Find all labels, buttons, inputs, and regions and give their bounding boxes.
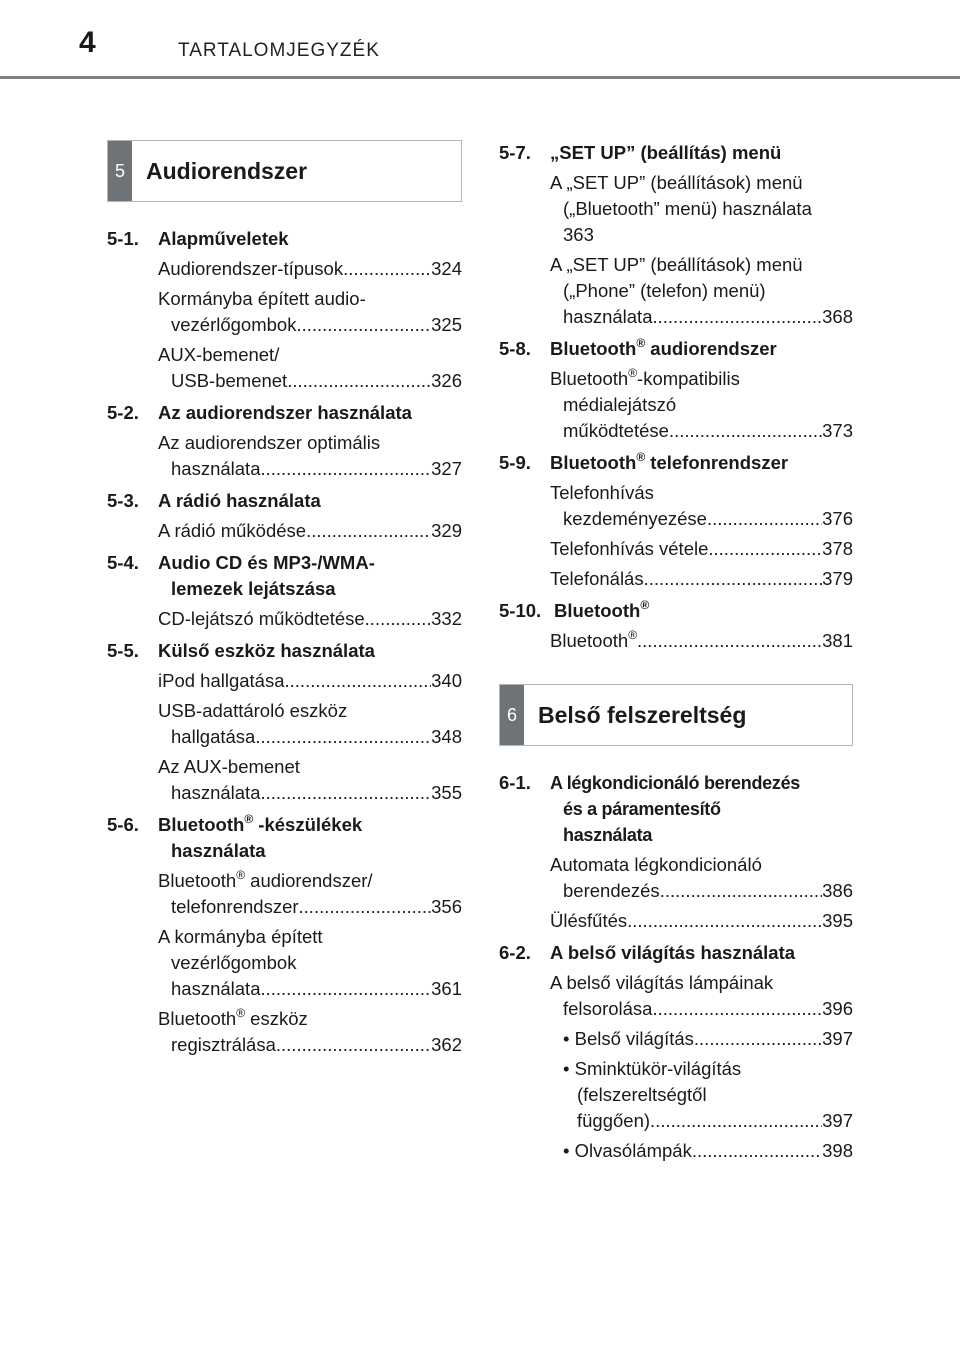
- toc-column-right: [499, 140, 853, 1164]
- entry-text: („Bluetooth” menü) használata: [563, 198, 812, 219]
- toc-entry[interactable]: [499, 480, 853, 532]
- chapter-title-line: lemezek lejátszása: [171, 578, 336, 599]
- leader-dots: [652, 304, 822, 330]
- section-header-5: [107, 140, 462, 202]
- entry-text: Az AUX-bemenet: [158, 756, 300, 777]
- toc-entry[interactable]: [107, 606, 462, 632]
- page-ref: 397: [822, 1110, 853, 1131]
- entry-text: hallgatása: [171, 726, 256, 747]
- toc-entry[interactable]: [107, 868, 462, 920]
- chapter-title: [550, 336, 853, 362]
- entry-text: berendezés: [563, 880, 660, 901]
- registered-mark: ®: [244, 812, 254, 826]
- chapter-number: 6-2.: [499, 942, 531, 963]
- entry-text: Bluetooth: [158, 1008, 237, 1029]
- entry-text: („Phone” (telefon) menü): [563, 280, 766, 301]
- chapter-5-1[interactable]: [107, 226, 462, 252]
- page-number: 4: [79, 26, 96, 59]
- leader-dots: [343, 256, 431, 282]
- entry-text: Bluetooth: [550, 368, 629, 389]
- chapter-title-text: Bluetooth: [554, 600, 641, 621]
- toc-entry[interactable]: [499, 252, 853, 330]
- toc-entry[interactable]: [499, 908, 853, 934]
- leader-dots: [365, 606, 431, 632]
- toc-entry[interactable]: [107, 668, 462, 694]
- chapter-5-5[interactable]: [107, 638, 462, 664]
- leader-dots: [306, 518, 431, 544]
- page-ref: 329: [431, 520, 462, 541]
- chapter-title: A belső világítás használata: [550, 942, 796, 963]
- chapter-5-2[interactable]: [107, 400, 462, 426]
- leader-dots: [627, 908, 822, 934]
- entry-text: • Belső világítás: [563, 1028, 694, 1049]
- leader-dots: [707, 506, 822, 532]
- toc-entry[interactable]: [499, 970, 853, 1022]
- registered-mark: ®: [640, 598, 650, 612]
- toc-entry[interactable]: [107, 518, 462, 544]
- chapter-title-line: használata: [171, 840, 266, 861]
- chapter-title-line: Audio CD és MP3-/WMA-: [158, 552, 375, 573]
- entry-text: [550, 628, 637, 654]
- entry-text: A rádió működése: [158, 520, 307, 541]
- chapter-title-text: audiorendszer: [645, 338, 777, 359]
- chapter-number: 5-2.: [107, 402, 139, 423]
- page-ref: 340: [431, 670, 462, 691]
- chapter-5-4[interactable]: [107, 550, 462, 602]
- leader-dots: [708, 536, 822, 562]
- chapter-title: [158, 550, 462, 602]
- entry-text: -kompatibilis: [637, 368, 740, 389]
- entry-text: audiorendszer/: [245, 870, 373, 891]
- toc-entry[interactable]: [499, 170, 853, 248]
- chapter-5-6[interactable]: [107, 812, 462, 864]
- entry-text: Ülésfűtés: [550, 910, 628, 931]
- chapter-number: 5-5.: [107, 640, 139, 661]
- page-ref: 386: [822, 880, 853, 901]
- page-ref: 325: [431, 314, 462, 335]
- entry-text: telefonrendszer: [171, 896, 299, 917]
- page-ref: 355: [431, 782, 462, 803]
- entry-text: Bluetooth: [158, 870, 237, 891]
- page-ref: 368: [822, 306, 853, 327]
- registered-mark: ®: [236, 868, 246, 882]
- page-ref: 397: [822, 1028, 853, 1049]
- toc-entry[interactable]: [499, 628, 853, 654]
- section-header-6: [499, 684, 853, 746]
- chapter-number: 5-7.: [499, 142, 531, 163]
- entry-text: eszköz: [245, 1008, 308, 1029]
- chapter-title-line: A légkondicionáló berendezés: [550, 773, 800, 793]
- section-title: Belső felszereltség: [538, 701, 747, 728]
- chapter-title: „SET UP” (beállítás) menü: [550, 142, 782, 163]
- page-title: TARTALOMJEGYZÉK: [178, 40, 380, 61]
- entry-text: (felszereltségtől: [577, 1084, 707, 1105]
- leader-dots: [637, 628, 822, 654]
- entry-text: A „SET UP” (beállítások) menü: [550, 254, 803, 275]
- toc-entry[interactable]: [107, 256, 462, 282]
- chapter-5-8[interactable]: [499, 336, 853, 362]
- toc-entry[interactable]: [499, 1138, 853, 1164]
- page-ref: 348: [431, 726, 462, 747]
- chapter-title: [554, 598, 853, 624]
- leader-dots: [694, 1026, 822, 1052]
- entry-text: médialejátszó: [563, 394, 677, 415]
- entry-text-part: Bluetooth: [550, 630, 629, 651]
- chapter-title: Alapműveletek: [158, 228, 289, 249]
- chapter-number: 5-10.: [499, 600, 542, 621]
- section-number: 6: [500, 685, 524, 745]
- chapter-title: [550, 450, 853, 476]
- chapter-number: 5-3.: [107, 490, 139, 511]
- page-ref: 362: [431, 1034, 462, 1055]
- page-ref: 363: [563, 224, 594, 245]
- chapter-number: 5-1.: [107, 228, 139, 249]
- entry-text: használata: [171, 978, 261, 999]
- toc-entry[interactable]: [499, 366, 853, 444]
- page-ref: 378: [822, 538, 853, 559]
- leader-dots: [260, 780, 431, 806]
- leader-dots: [260, 976, 431, 1002]
- leader-dots: [287, 368, 431, 394]
- chapter-title: Külső eszköz használata: [158, 640, 375, 661]
- chapter-title-text: Bluetooth: [550, 338, 637, 359]
- chapter-5-3[interactable]: [107, 488, 462, 514]
- toc-column-left: [107, 140, 462, 1058]
- entry-text: iPod hallgatása: [158, 670, 285, 691]
- entry-text: függően): [577, 1110, 651, 1131]
- entry-text: vezérlőgombok: [171, 314, 297, 335]
- toc-entry[interactable]: [107, 1006, 462, 1058]
- chapter-5-10[interactable]: [499, 598, 853, 624]
- leader-dots: [296, 312, 431, 338]
- chapter-title-line: és a páramentesítő: [563, 799, 721, 819]
- toc-entry[interactable]: [107, 286, 462, 338]
- entry-text: Automata légkondicionáló: [550, 854, 762, 875]
- page-ref: 395: [822, 910, 853, 931]
- page-ref: 326: [431, 370, 462, 391]
- chapter-number: 5-8.: [499, 338, 531, 359]
- header-divider: [0, 76, 960, 79]
- leader-dots: [644, 566, 823, 592]
- chapter-number: 6-1.: [499, 772, 531, 793]
- entry-text: CD-lejátszó működtetése: [158, 608, 365, 629]
- chapter-title: A rádió használata: [158, 490, 321, 511]
- entry-text: • Sminktükör-világítás: [563, 1058, 742, 1079]
- toc-entry[interactable]: [499, 1026, 853, 1052]
- chapter-5-9[interactable]: [499, 450, 853, 476]
- chapter-6-1[interactable]: [499, 770, 853, 848]
- entry-text: A belső világítás lámpáinak: [550, 972, 774, 993]
- entry-text: Kormányba épített audio-: [158, 288, 366, 309]
- entry-text: Telefonhívás vétele: [550, 538, 709, 559]
- chapter-title-text: Bluetooth: [158, 814, 245, 835]
- registered-mark: ®: [236, 1006, 246, 1020]
- chapter-title-line: használata: [563, 825, 653, 845]
- page-ref: 332: [431, 608, 462, 629]
- page-ref: 361: [431, 978, 462, 999]
- entry-text: USB-bemenet: [171, 370, 288, 391]
- registered-mark: ®: [636, 336, 646, 350]
- chapter-title: [158, 812, 462, 864]
- entry-text: Telefonhívás: [550, 482, 654, 503]
- entry-text: felsorolása: [563, 998, 653, 1019]
- chapter-title: [550, 770, 853, 848]
- leader-dots: [299, 894, 432, 920]
- chapter-number: 5-6.: [107, 814, 139, 835]
- page-ref: 373: [822, 420, 853, 441]
- section-number: 5: [108, 141, 132, 201]
- page-ref: 379: [822, 568, 853, 589]
- entry-text: USB-adattároló eszköz: [158, 700, 348, 721]
- registered-mark: ®: [636, 450, 646, 464]
- page-ref: 381: [822, 630, 853, 651]
- entry-text: regisztrálása: [171, 1034, 276, 1055]
- entry-text: Az audiorendszer optimális: [158, 432, 381, 453]
- chapter-6-2[interactable]: [499, 940, 853, 966]
- page-ref: 324: [431, 258, 462, 279]
- section-title: Audiorendszer: [146, 157, 308, 184]
- entry-text: működtetése: [563, 420, 669, 441]
- chapter-5-7[interactable]: [499, 140, 853, 166]
- toc-entry[interactable]: [107, 924, 462, 1002]
- page-ref: 396: [822, 998, 853, 1019]
- chapter-title: Az audiorendszer használata: [158, 402, 412, 423]
- toc-entry[interactable]: [499, 536, 853, 562]
- leader-dots: [255, 724, 431, 750]
- chapter-title-text: telefonrendszer: [645, 452, 789, 473]
- toc-entry[interactable]: [107, 698, 462, 750]
- page-ref: 376: [822, 508, 853, 529]
- entry-text: kezdeményezése: [563, 508, 707, 529]
- registered-mark: ®: [628, 628, 638, 642]
- leader-dots: [650, 1108, 822, 1134]
- chapter-title-text: -készülékek: [253, 814, 363, 835]
- chapter-number: 5-4.: [107, 552, 139, 573]
- leader-dots: [669, 418, 822, 444]
- entry-text: használata: [563, 306, 653, 327]
- entry-text: A kormányba épített: [158, 926, 323, 947]
- chapter-number: 5-9.: [499, 452, 531, 473]
- leader-dots: [276, 1032, 431, 1058]
- toc-entry[interactable]: [499, 852, 853, 904]
- leader-dots: [285, 668, 432, 694]
- page-ref: 356: [431, 896, 462, 917]
- leader-dots: [692, 1138, 822, 1164]
- entry-text: használata: [171, 782, 261, 803]
- entry-text: használata: [171, 458, 261, 479]
- chapter-title-text: Bluetooth: [550, 452, 637, 473]
- entry-text: A „SET UP” (beállítások) menü: [550, 172, 803, 193]
- entry-text: vezérlőgombok: [171, 952, 297, 973]
- leader-dots: [660, 878, 822, 904]
- page-ref: 398: [822, 1140, 853, 1161]
- entry-text: Audiorendszer-típusok: [158, 258, 344, 279]
- entry-text: AUX-bemenet/: [158, 344, 280, 365]
- toc-entry[interactable]: [499, 566, 853, 592]
- toc-entry[interactable]: [499, 1056, 853, 1134]
- leader-dots: [260, 456, 431, 482]
- page-ref: 327: [431, 458, 462, 479]
- leader-dots: [652, 996, 822, 1022]
- entry-text: Telefonálás: [550, 568, 644, 589]
- toc-entry[interactable]: [107, 430, 462, 482]
- toc-entry[interactable]: [107, 342, 462, 394]
- registered-mark: ®: [628, 366, 638, 380]
- toc-entry[interactable]: [107, 754, 462, 806]
- entry-text: • Olvasólámpák: [563, 1140, 692, 1161]
